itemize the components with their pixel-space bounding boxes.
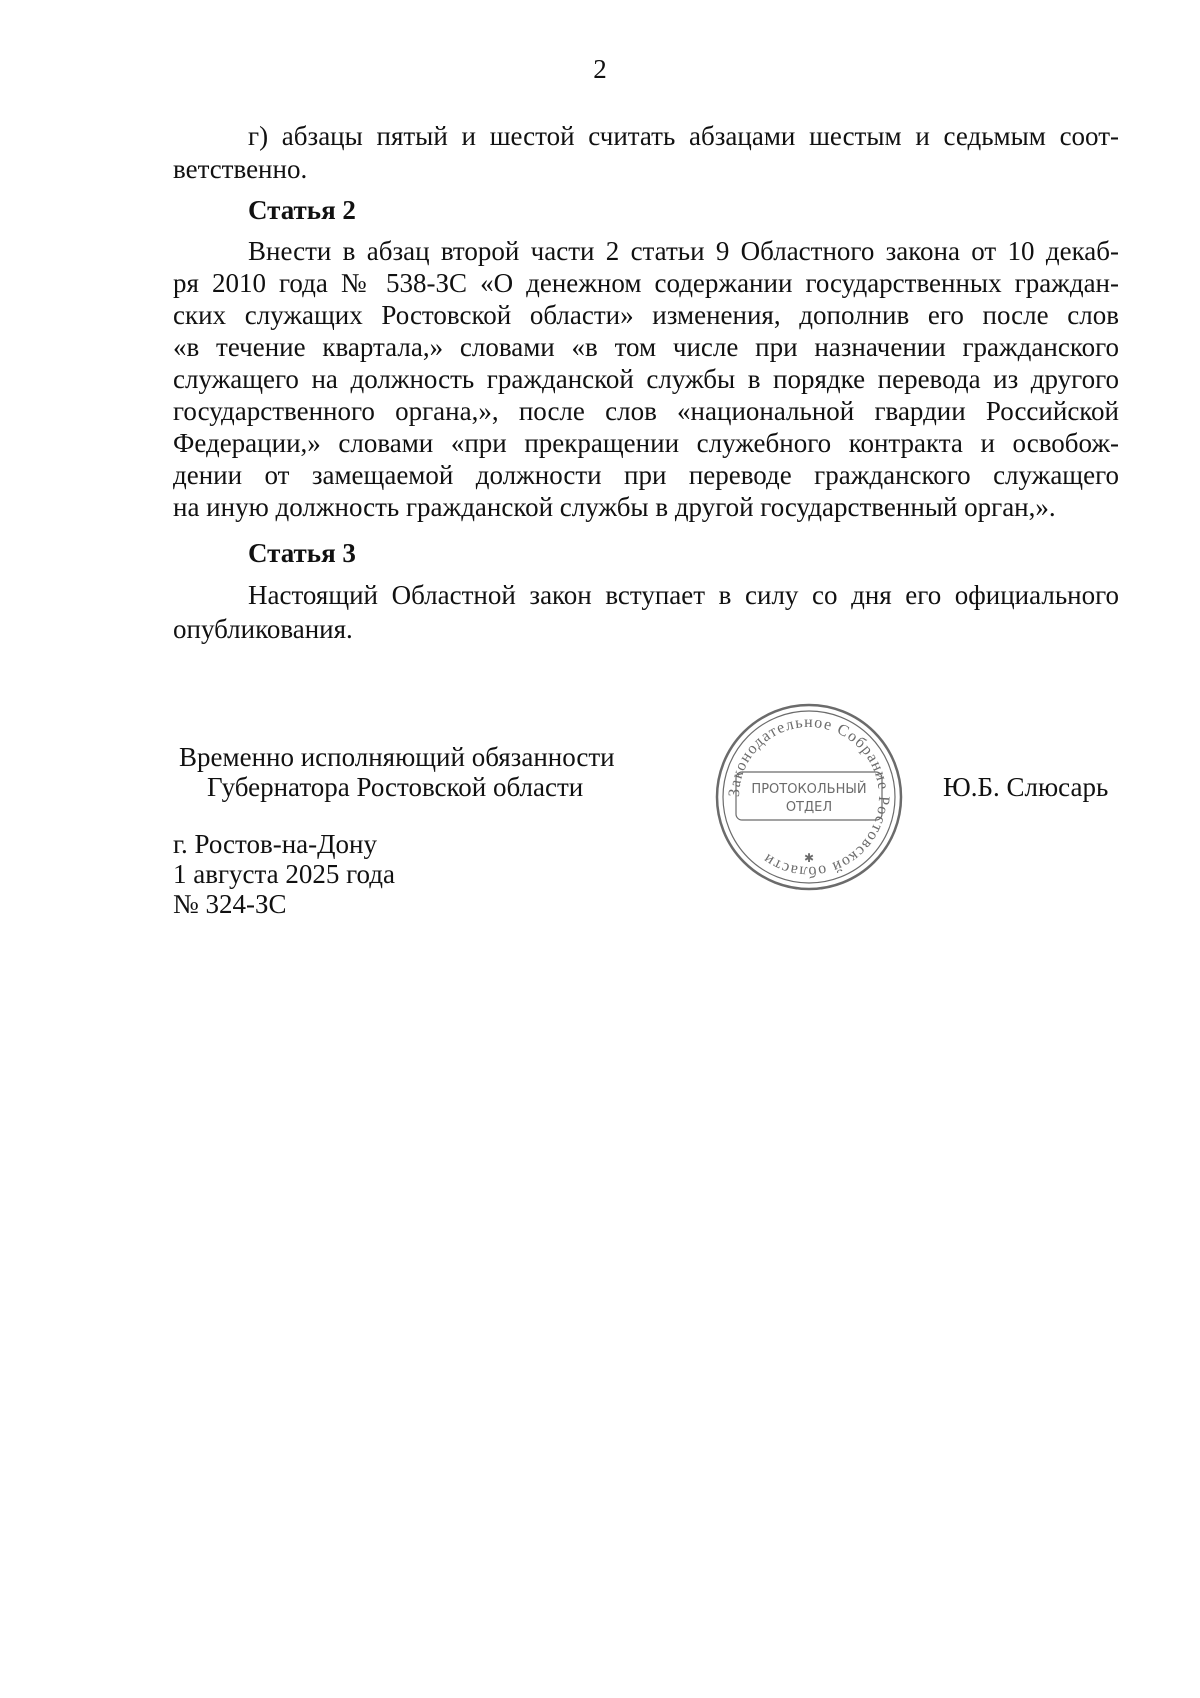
official-stamp: [714, 702, 904, 892]
article-2-line: на иную должность гражданской службы в другой государственный орган,».: [173, 492, 1056, 522]
law-number: № 324-ЗС: [173, 889, 287, 919]
article-2-line: дении от замещаемой должности при переводе гражданского служащего: [173, 460, 1119, 490]
paragraph-g-line-2: ветственно.: [173, 154, 308, 184]
stamp-center-line-2: ОТДЕЛ: [785, 800, 833, 815]
article-2-line: «в течение квартала,» словами «в том числе при назначении гражданского: [173, 332, 1119, 362]
article-3-heading: Статья 3: [248, 538, 356, 568]
paragraph-g-line-1: г) абзацы пятый и шестой считать абзацами шестым и седьмым соот-: [248, 121, 1119, 151]
article-2-line: служащего на должность гражданской службы в порядке перевода из другого: [173, 364, 1119, 394]
article-3-line-2: опубликования.: [173, 614, 353, 644]
signatory-name: Ю.Б. Слюсарь: [943, 772, 1109, 802]
signing-date: 1 августа 2025 года: [173, 859, 395, 889]
signatory-position-line-1: Временно исполняющий обязанности: [179, 742, 615, 772]
article-2-line: ских служащих Ростовской области» изменения, дополнив его после слов: [173, 300, 1119, 330]
article-2-heading: Статья 2: [248, 195, 356, 225]
page-number: 2: [593, 54, 607, 84]
stamp-star-icon: ✱: [803, 851, 815, 865]
stamp-ring-text: Законодательное Собрание Ростовской области: [725, 713, 893, 881]
article-2-line: государственного органа,», после слов «национальной гвардии Российской: [173, 396, 1119, 426]
article-2-line: Внести в абзац второй части 2 статьи 9 Областного закона от 10 декаб-: [248, 236, 1119, 266]
article-2-line: ря 2010 года № 538-ЗС «О денежном содержании государственных граждан-: [173, 268, 1119, 298]
signatory-position-line-2: Губернатора Ростовской области: [207, 772, 584, 802]
signing-place: г. Ростов-на-Дону: [173, 829, 378, 859]
stamp-center-line-1: ПРОТОКОЛЬНЫЙ: [751, 782, 867, 797]
article-2-line: Федерации,» словами «при прекращении служебного контракта и освобож-: [173, 428, 1119, 458]
article-3-line-1: Настоящий Областной закон вступает в силу со дня его официального: [248, 580, 1119, 610]
